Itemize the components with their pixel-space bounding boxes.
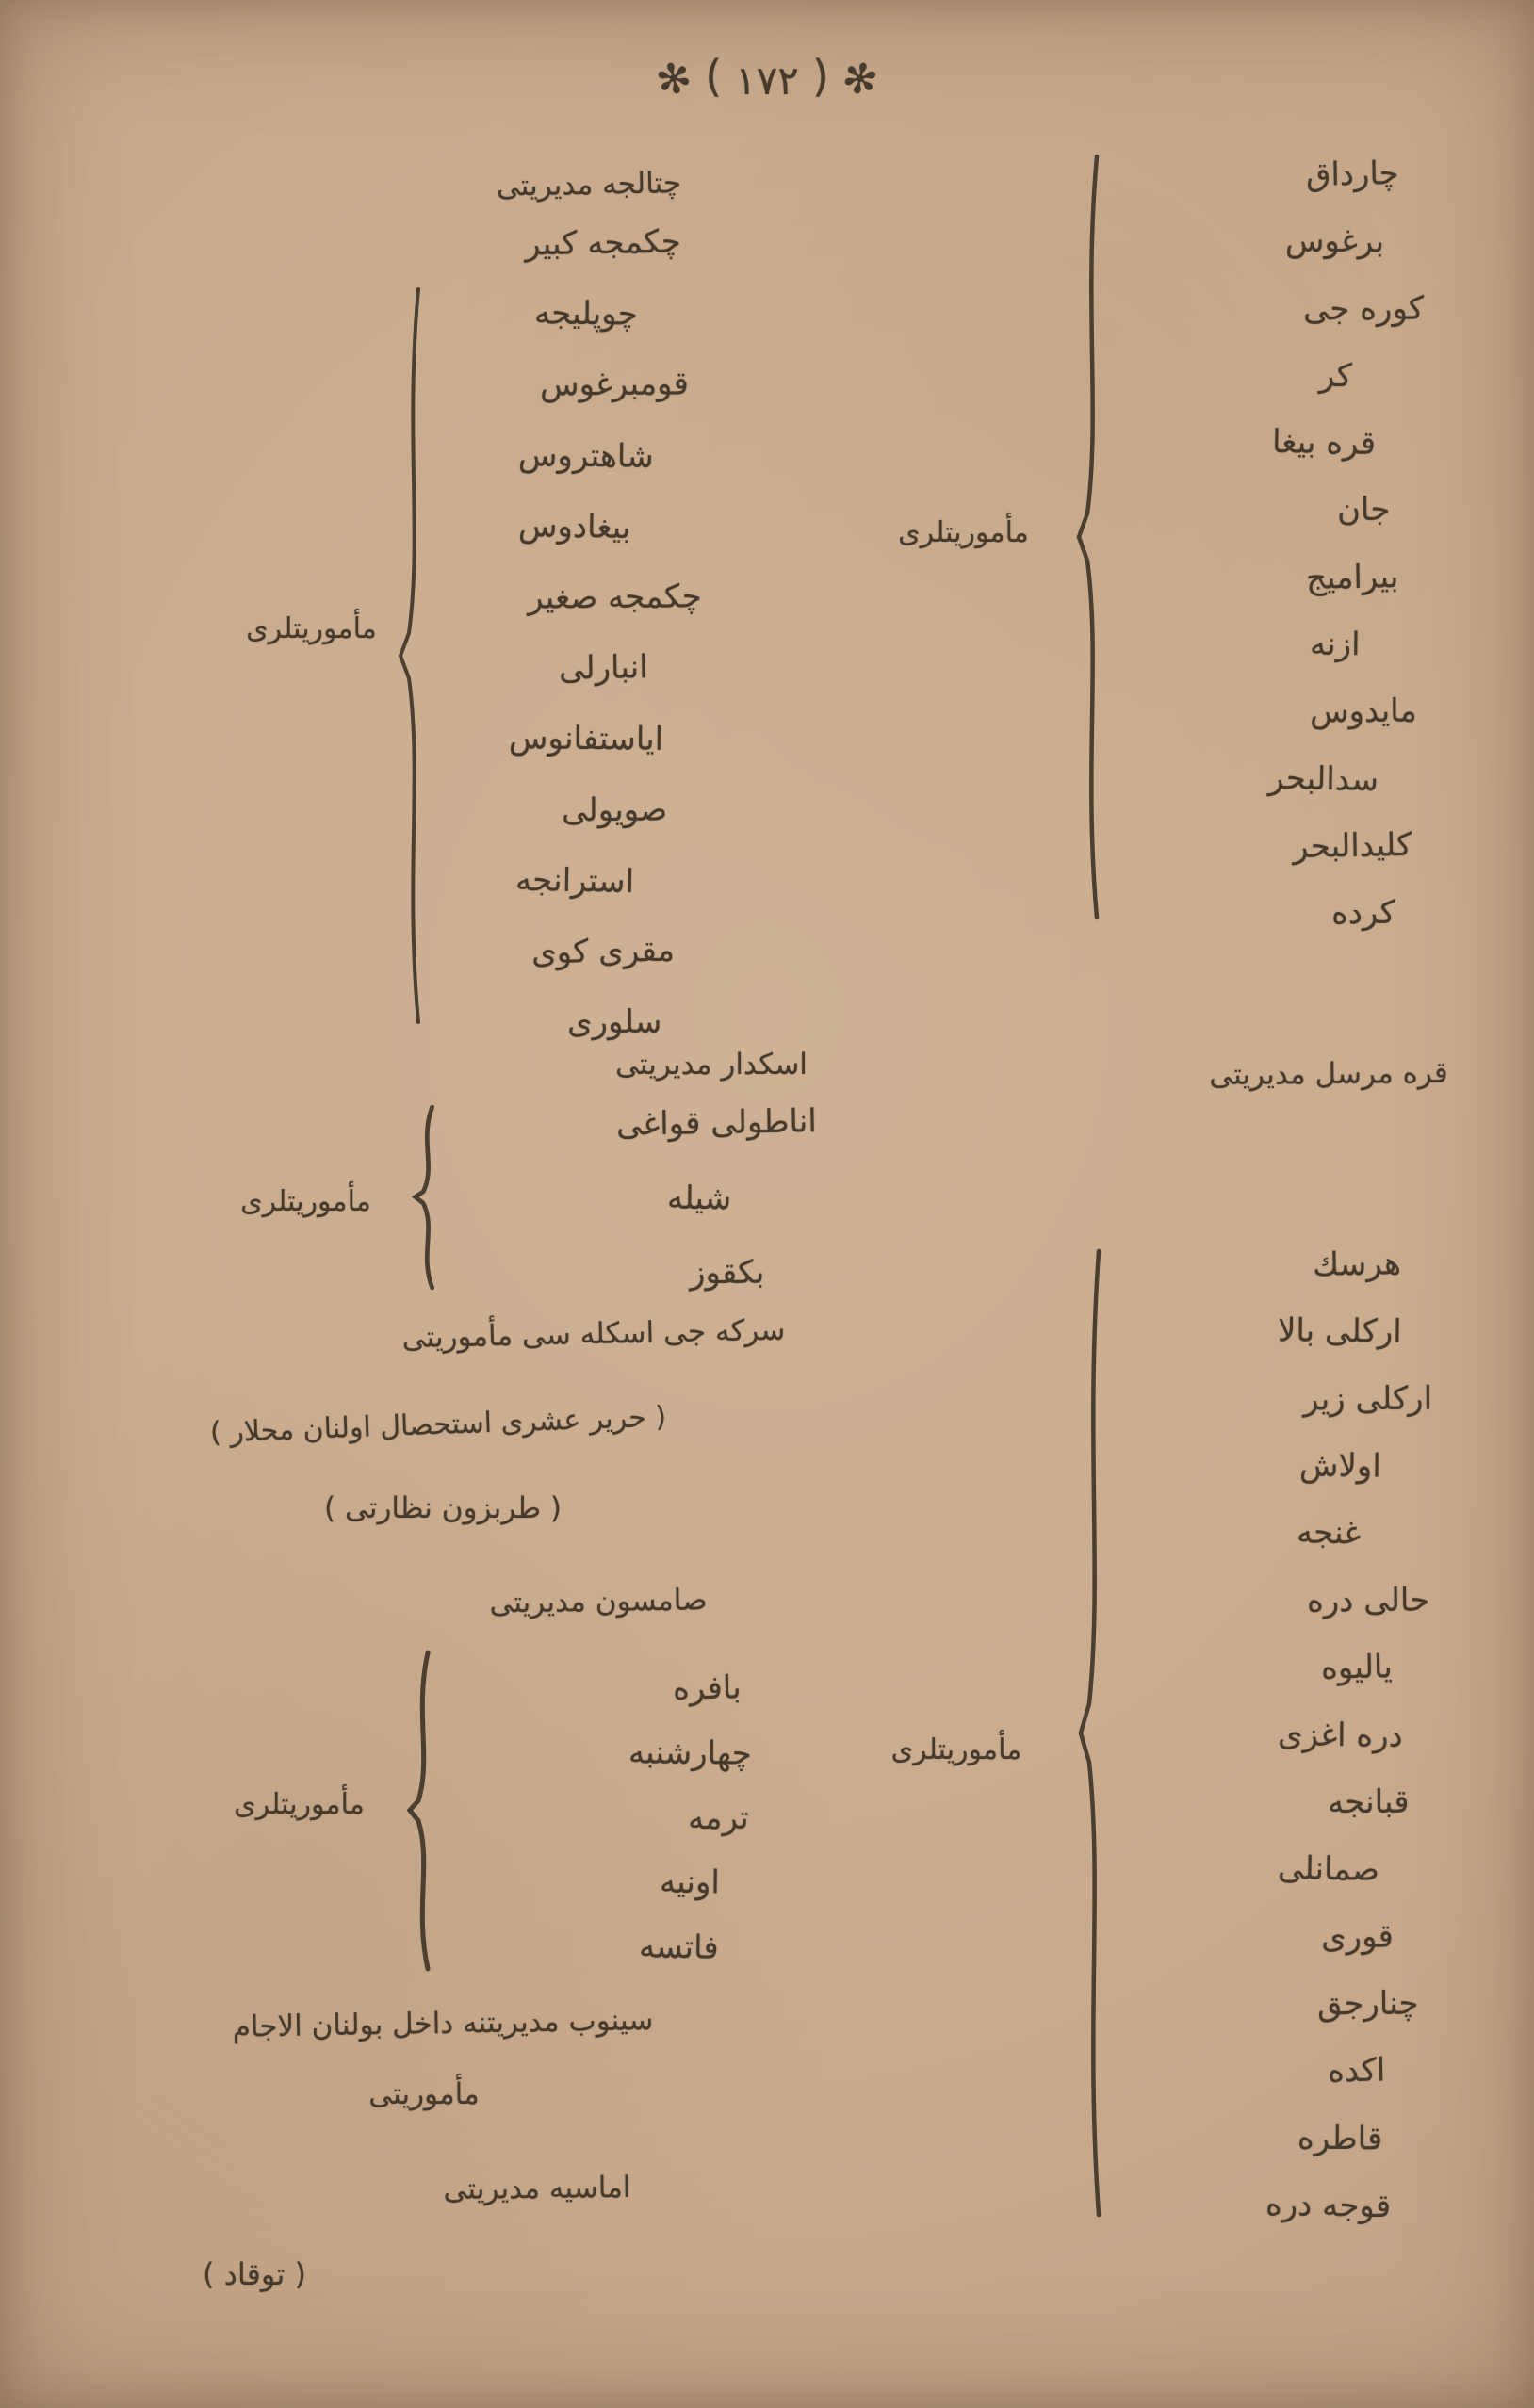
place-name: قومبرغوس bbox=[539, 365, 690, 404]
place-name: مايدوس bbox=[1309, 691, 1418, 731]
place-name: بافره bbox=[672, 1668, 742, 1708]
place-name: شيله bbox=[666, 1179, 732, 1217]
place-name: كر bbox=[1318, 356, 1352, 396]
section-heading-uskudar: اسكدار مديريتى bbox=[615, 1048, 808, 1082]
note-silk-tithe: ( حرير عشرى استحصال اولنان محلار ) bbox=[209, 1400, 667, 1450]
group-label-memuriyetleri: مأموريتلرى bbox=[890, 1733, 1022, 1766]
place-name: سدالبحر bbox=[1268, 758, 1379, 799]
page-number: ١٧٢ bbox=[735, 57, 799, 104]
place-name: قاطره bbox=[1297, 2119, 1383, 2158]
place-name: چكمجه كبير bbox=[524, 222, 682, 264]
place-name: فاتسه bbox=[638, 1928, 719, 1967]
group-label-memuriyetleri: مأموريتلرى bbox=[898, 516, 1029, 549]
ornament-paren-open: ( bbox=[705, 51, 723, 102]
curly-brace bbox=[396, 283, 430, 1029]
place-name: استرانجه bbox=[514, 860, 635, 901]
place-name: ترمه bbox=[687, 1798, 749, 1837]
section-heading-catalca: چتالجه مديريتى bbox=[496, 166, 682, 203]
place-name: صمانلى bbox=[1277, 1849, 1380, 1890]
place-name: دره اغزى bbox=[1277, 1715, 1403, 1755]
place-name: اياستفانوس bbox=[508, 719, 664, 759]
line-sirkeci-pier: سركه جى اسكله سى مأموريتى bbox=[401, 1312, 786, 1356]
place-name: اونيه bbox=[659, 1863, 721, 1902]
place-name: چوپليجه bbox=[533, 294, 639, 334]
place-name: قبانجه bbox=[1327, 1782, 1410, 1822]
place-name: حالى دره bbox=[1306, 1581, 1430, 1620]
place-name: صويولى bbox=[561, 790, 668, 829]
section-heading-amasya: اماسيه مديريتى bbox=[443, 2170, 631, 2207]
place-name: مقرى كوى bbox=[530, 931, 676, 972]
curly-brace bbox=[1074, 1245, 1112, 2221]
place-name: كوره جى bbox=[1302, 289, 1425, 329]
place-name: كرده bbox=[1330, 893, 1396, 933]
note-trabzon-ministry: ( طربزون نظارتى ) bbox=[324, 1491, 562, 1525]
section-heading-samsun: صامسون مديريتى bbox=[489, 1583, 708, 1620]
place-name: اناطولى قواغى bbox=[615, 1102, 817, 1144]
place-name: شاهتروس bbox=[517, 435, 655, 476]
place-name: قوجه دره bbox=[1265, 2185, 1392, 2226]
place-name: كليدالبحر bbox=[1292, 825, 1412, 866]
place-name: ياليوه bbox=[1320, 1648, 1394, 1687]
place-name: بيغادوس bbox=[517, 506, 632, 546]
place-name: قورى bbox=[1320, 1916, 1394, 1957]
curly-brace bbox=[411, 1095, 443, 1300]
line-sinop-alacam-1: سينوب مديريتنه داخل بولنان الاجام bbox=[232, 2003, 654, 2044]
place-name: چارداق bbox=[1305, 155, 1399, 194]
group-label-memuriyetleri: مأموريتلرى bbox=[234, 1788, 365, 1821]
group-label-memuriyetleri: مأموريتلرى bbox=[240, 1185, 371, 1218]
place-name: غنجه bbox=[1296, 1513, 1362, 1554]
place-name: قره بيغا bbox=[1271, 423, 1377, 464]
place-name: اركلى بالا bbox=[1277, 1311, 1403, 1352]
place-list-uskudar-district bbox=[556, 1104, 857, 1293]
place-name: اكده bbox=[1328, 2051, 1386, 2091]
section-heading-karamursel: قره مرسل مديريتى bbox=[1209, 1055, 1448, 1093]
place-name: هرسك bbox=[1312, 1245, 1402, 1284]
place-name: بيراميج bbox=[1305, 557, 1399, 597]
place-name: جان bbox=[1336, 491, 1391, 529]
place-list-samsun-district bbox=[556, 1669, 839, 1967]
group-label-memuriyetleri: مأموريتلرى bbox=[246, 612, 377, 645]
place-list-catalca-district bbox=[405, 224, 782, 1042]
place-name: اركلى زير bbox=[1303, 1379, 1433, 1419]
place-name: سلورى bbox=[566, 1002, 662, 1042]
curly-brace bbox=[403, 1647, 441, 1975]
floral-ornament-icon: ✻ bbox=[837, 52, 883, 107]
floral-ornament-icon: ✻ bbox=[651, 52, 697, 107]
place-list-izmit-district bbox=[1168, 1245, 1526, 2225]
line-sinop-alacam-2: مأموريتى bbox=[368, 2077, 480, 2111]
place-name: چهارشنبه bbox=[628, 1733, 752, 1773]
place-name: ازنه bbox=[1310, 625, 1361, 664]
place-name: انبارلى bbox=[558, 648, 648, 688]
place-name: چنارجق bbox=[1317, 1984, 1419, 2024]
curly-brace bbox=[1072, 151, 1110, 931]
note-tokad: ( توقاد ) bbox=[202, 2256, 307, 2292]
place-list-biga-district bbox=[1168, 155, 1517, 933]
place-name: برغوس bbox=[1285, 221, 1385, 261]
place-name: چكمجه صغير bbox=[527, 578, 702, 617]
ornament-paren-close: ) bbox=[811, 51, 829, 102]
place-name: بكقوز bbox=[690, 1253, 765, 1293]
place-name: اولاش bbox=[1298, 1446, 1381, 1486]
page-header bbox=[0, 51, 1534, 107]
